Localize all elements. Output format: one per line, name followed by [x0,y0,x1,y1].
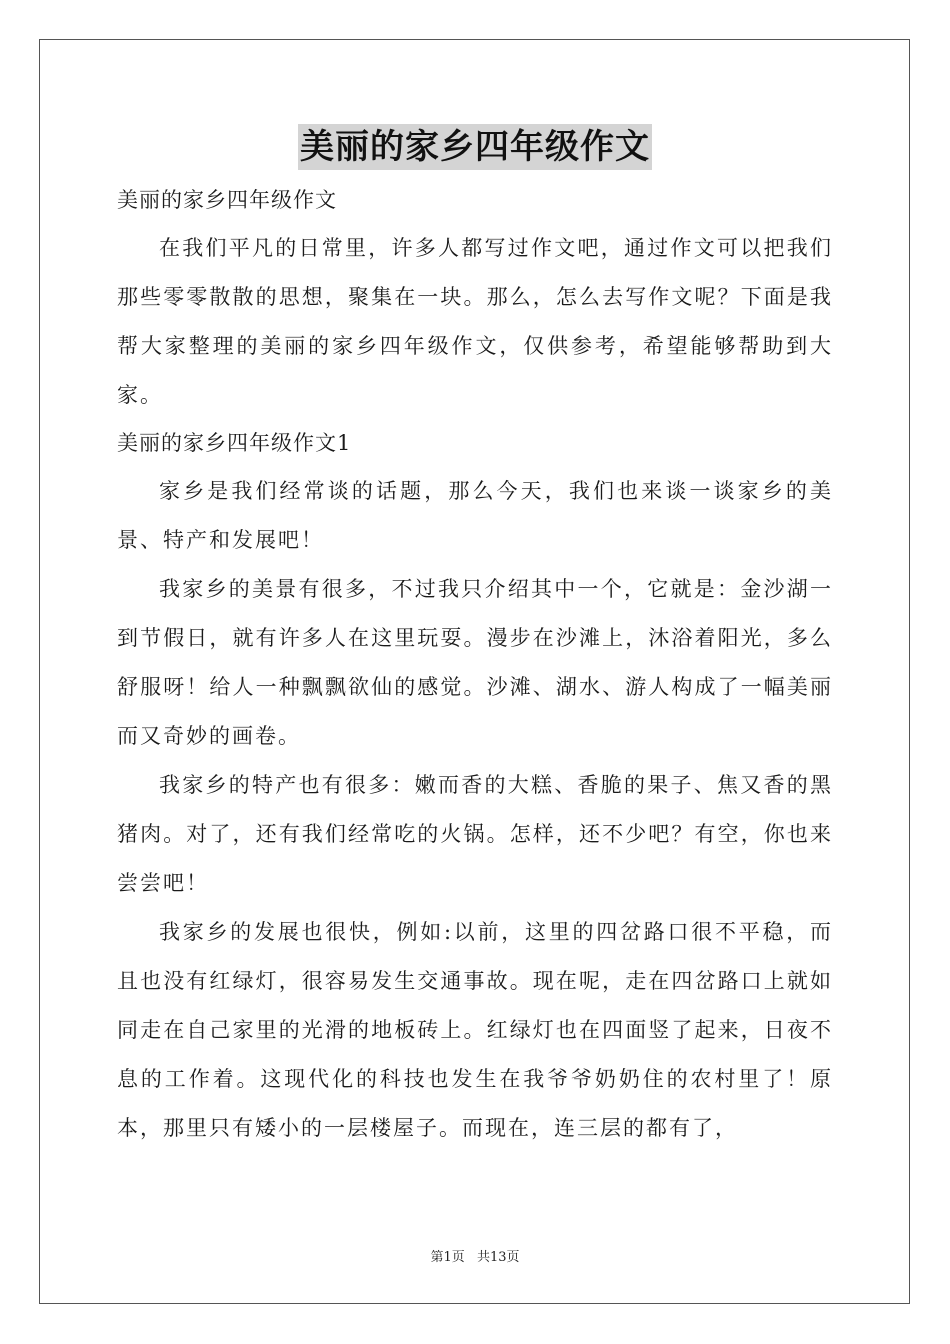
body-paragraph: 我家乡的美景有很多，不过我只介绍其中一个，它就是：金沙湖一到节假日，就有许多人在这里玩耍。漫步在沙滩上，沐浴着阳光，多么舒服呀！给人一种飘飘欲仙的感觉。沙滩、湖水、游人构成了一幅美丽而又奇妙的画卷。 [117,577,833,748]
body-paragraph: 我家乡的特产也有很多：嫩而香的大糕、香脆的果子、焦又香的黑猪肉。对了，还有我们经常吃的火锅。怎样，还不少吧？有空，你也来尝尝吧！ [117,773,833,895]
page-footer [0,1246,950,1265]
intro-paragraph: 在我们平凡的日常里，许多人都写过作文吧，通过作文可以把我们那些零零散散的思想，聚集在一块。那么，怎么去写作文呢？下面是我帮大家整理的美丽的家乡四年级作文，仅供参考，希望能够帮助到大家。 [117,236,833,407]
section-heading: 美丽的家乡四年级作文1 [117,431,352,455]
subtitle: 美丽的家乡四年级作文 [117,188,337,212]
page-number: 第1页 [430,1250,465,1265]
document-title: 美丽的家乡四年级作文 [298,124,652,170]
body-paragraph: 我家乡的发展也很快，例如:以前，这里的四岔路口很不平稳，而且也没有红绿灯，很容易发生交通事故。现在呢，走在四岔路口上就如同走在自己家里的光滑的地板砖上。红绿灯也在四面竖了起来，日夜不息的工作着。这现代化的科技也发生在我爷爷奶奶住的农村里了！原本，那里只有矮小的一层楼屋子。而现在，连三层的都有了， [117,920,833,1140]
page-total: 共13页 [476,1250,520,1265]
title-container [0,124,950,170]
document-body [117,177,833,1153]
body-paragraph: 家乡是我们经常谈的话题，那么今天，我们也来谈一谈家乡的美景、特产和发展吧！ [117,479,833,552]
